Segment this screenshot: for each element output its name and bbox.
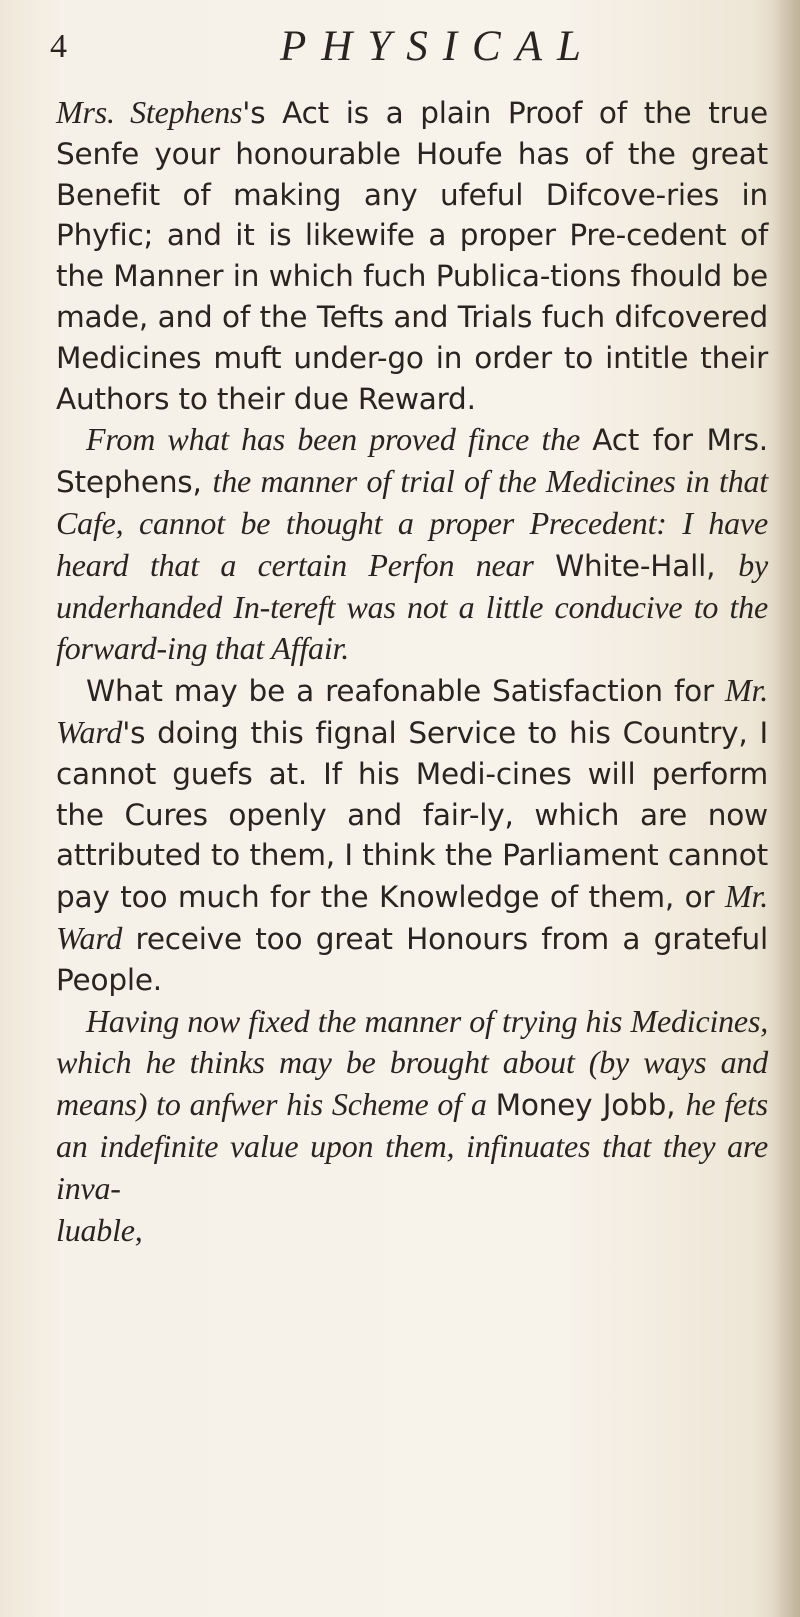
text-span: Act for Mrs. Stephens, — [56, 423, 768, 500]
text-span: 's doing this fignal Service to his Country, I cannot guefs at. If his Medi-cines will perform the Cures openly and fair-ly, which are now attributed to them, I think the Parliament cannot pay too much for the Knowledge of them, or — [56, 715, 768, 915]
text-span: What may be a reafonable Satisfaction for — [86, 674, 726, 709]
catchword: luable, — [56, 1211, 143, 1248]
text-span: he fets an indefinite value upon them, infinuates that they are inva- — [56, 1086, 768, 1206]
text-span: receive too great Honours from a grateful People. — [56, 921, 768, 997]
text-span: Mrs. Stephens — [56, 94, 243, 130]
text-span: Mr. Ward — [56, 672, 768, 750]
page-edge-shadow — [772, 0, 800, 1617]
text-span: by underhanded In-tereft was not a little conducive to the forward-ing that Affair. — [56, 546, 768, 667]
paragraph-3 — [56, 670, 768, 1000]
running-head: PHYSICAL — [280, 23, 596, 70]
text-span: 's Act is a plain Proof of the true Senfe your honourable Houfe has of the great Benefit of making any ufeful Difcove-ries in Phyfic; and it is likewife a proper Pre-cedent of the Manner in which fuch Publica-tions fhould be made, and of the Tefts and Trials fuch difcovered Medicines muft under-go in order to intitle their Authors to their due Reward. — [56, 96, 768, 416]
text-span: White-Hall, — [555, 548, 739, 583]
paragraph-1 — [56, 92, 768, 419]
page-header — [0, 12, 800, 82]
paragraph-2 — [56, 419, 768, 670]
page-number: 4 — [50, 28, 67, 65]
body-text — [56, 92, 768, 1251]
text-span: Mr. Ward — [56, 878, 768, 956]
paragraph-4 — [56, 1001, 768, 1210]
text-span: the manner of trial of the Medicines in that Cafe, cannot be thought a proper Precedent: I have heard that a certain Perfon near — [56, 463, 768, 583]
text-span: From what has been proved fince the — [86, 421, 593, 458]
text-span: Money Jobb, — [495, 1088, 686, 1123]
catchword-line — [56, 1210, 768, 1252]
text-span: Having now fixed the manner of trying his Medicines, which he thinks may be brought about (by ways and means) to anfwer his Scheme of a — [56, 1002, 768, 1123]
